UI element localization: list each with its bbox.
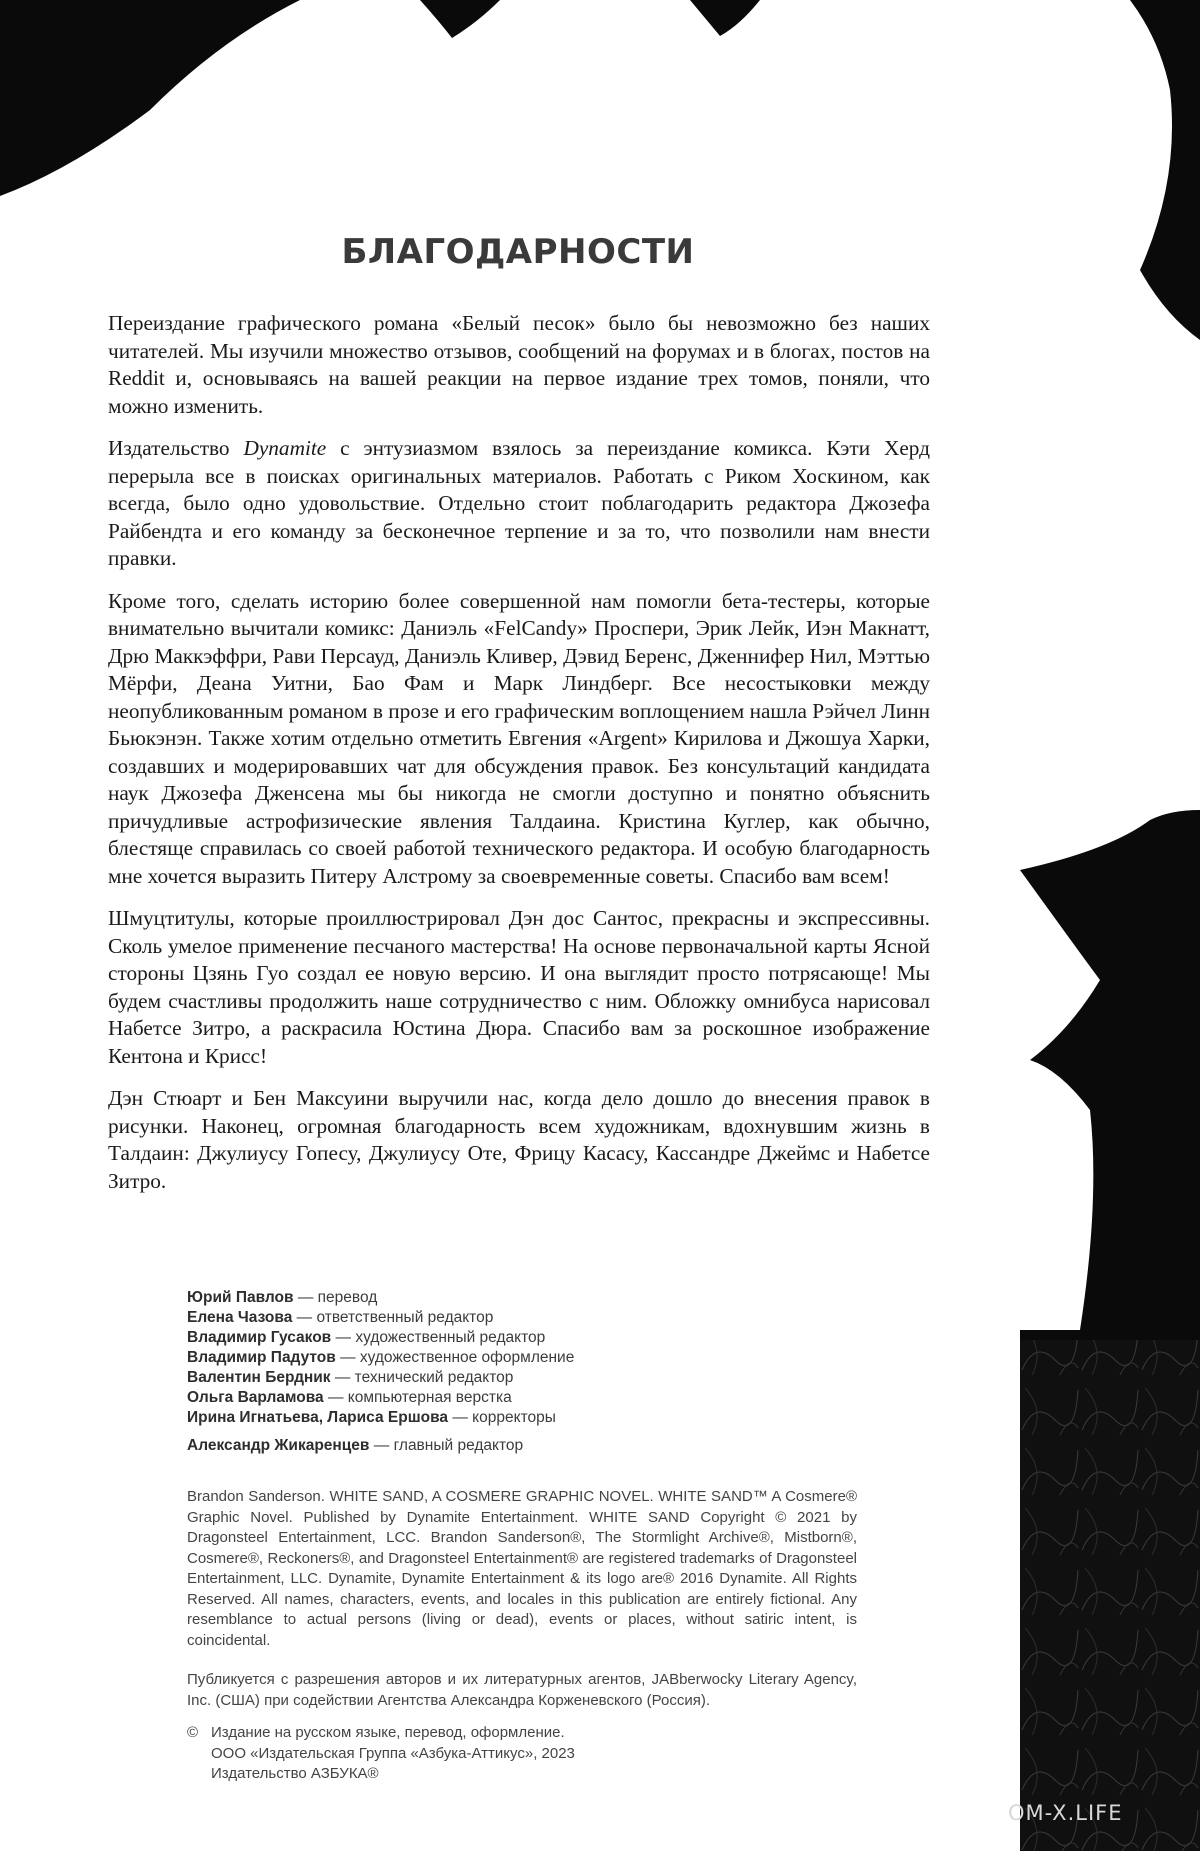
credit-name: Юрий Павлов xyxy=(187,1289,294,1306)
paragraph-2-start: Издательство xyxy=(108,436,244,460)
watermark: OM-X.LIFE xyxy=(1008,1801,1123,1825)
credit-role: — ответственный редактор xyxy=(292,1309,494,1326)
credit-line xyxy=(187,1388,887,1408)
credit-line xyxy=(187,1408,887,1428)
credit-line xyxy=(187,1288,887,1308)
paragraph-3: Кроме того, сделать историю более совершенной нам помогли бета-тестеры, которые внимательно вычитали комикс: Даниэль «FelCandy» Проспери, Эрик Лейк, Иэн Макнатт, Дрю Маккэффри, Рави Персауд, Даниэль Кливер, Дэвид Беренс, Дженнифер Нил, Мэттью Мёрфи, Деана Уитни, Бао Фам и Марк Линдберг. Все несостыковки между неопубликованным романом в прозе и его графическим воплощением нашла Рэйчел Линн Бьюкэнэн. Также хотим отдельно отметить Евгения «Argent» Кирилова и Джошуа Харки, создавших и модерировавших чат для обсуждения правок. Без консультаций кандидата наук Джозефа Дженсена мы бы никогда не смогли доступно и понятно объяснить причудливые астрофизические явления Талдаина. Кристина Куглер, как обычно, блестяще справилась со своей работой технического редактора. И особую благодарность мне хочется выразить Питеру Алстрому за своевременные советы. Спасибо вам всем! xyxy=(108,588,930,888)
credit-line xyxy=(187,1328,887,1348)
credit-name: Александр Жикаренцев xyxy=(187,1437,370,1454)
credit-name: Владимир Гусаков xyxy=(187,1329,332,1346)
rights-line-3: Издательство АЗБУКА® xyxy=(211,1765,379,1782)
credit-role: — художественный редактор xyxy=(331,1329,546,1346)
credit-role: — перевод xyxy=(293,1289,378,1306)
publisher-name: Dynamite xyxy=(243,436,327,460)
credit-name: Ольга Варламова xyxy=(187,1389,324,1406)
credit-role: — художественное оформление xyxy=(335,1349,575,1366)
credit-role: — компьютерная верстка xyxy=(323,1389,512,1406)
credit-name: Ирина Игнатьева, Лариса Ершова xyxy=(187,1409,449,1426)
page-title: БЛАГОДАРНОСТИ xyxy=(341,232,695,272)
credit-line xyxy=(187,1348,887,1368)
copyright-notice: Brandon Sanderson. WHITE SAND, A COSMERE GRAPHIC NOVEL. WHITE SAND™ A Cosmere® Graphic Novel. Published by Dynamite Entertainment. WHITE SAND Copyright © 2021 by Dragonsteel Entertainment, LCC. Brandon Sanderson®, The Stormlight Archive®, Mistborn®, Cosmere®, Reckoners®, and Dragonsteel Entertainment® are registered trademarks of Dragonsteel Entertainment, LLC. Dynamite, Dynamite Entertainment & its logo are® 2016 Dynamite. All Rights Reserved. All names, characters, events, and locales in this publication are entirely fictional. Any resemblance to actual persons (living or dead), events or places, without satiric intent, is coincidental. xyxy=(187,1488,857,1649)
acknowledgments-text xyxy=(108,310,930,1210)
credit-name: Валентин Бердник xyxy=(187,1369,331,1386)
paragraph-2-end: с энтузиазмом взялось за переиздание комикса. Кэти Херд перерыла все в поисках оригинальных материалов. Работать с Риком Хоскином, как всегда, было одно удовольствие. Отдельно стоит поблагодарить редактора Джозефа Райбендта и его команду за бесконечное терпение и за то, что позволили нам внести правки. xyxy=(108,436,930,570)
credit-line xyxy=(187,1308,887,1328)
paragraph-2 xyxy=(108,435,930,573)
rights-block xyxy=(187,1723,857,1785)
credit-name: Владимир Падутов xyxy=(187,1349,336,1366)
credit-role: — технический редактор xyxy=(330,1369,514,1386)
credit-role: — главный редактор xyxy=(369,1437,524,1454)
credit-line xyxy=(187,1436,887,1456)
publication-note: Публикуется с разрешения авторов и их литературных агентов, JABberwocky Literary Agency, Inc. (США) при содействии Агентства Александра Корженевского (Россия). xyxy=(187,1671,857,1709)
paragraph-1: Переиздание графического романа «Белый песок» было бы невозможно без наших читателей. Мы изучили множество отзывов, сообщений на форумах и в блогах, постов на Reddit и, основываясь на вашей реакции на первое издание трех томов, поняли, что можно изменить. xyxy=(108,311,930,418)
copyright-icon: © xyxy=(187,1724,199,1741)
credit-role: — корректоры xyxy=(448,1409,556,1426)
rights-line-2: ООО «Издательская Группа «Азбука-Аттикус», 2023 xyxy=(211,1744,575,1762)
paragraph-5: Дэн Стюарт и Бен Максуини выручили нас, когда дело дошло до внесения правок в рисунки. Наконец, огромная благодарность всем художникам, вдохнувшим жизнь в Талдаин: Джулиусу Гопесу, Джулиусу Оте, Фрицу Касасу, Кассандре Джеймс и Набетсе Зитро. xyxy=(108,1086,930,1193)
credit-line xyxy=(187,1368,887,1388)
paragraph-4: Шмуцтитулы, которые проиллюстрировал Дэн дос Сантос, прекрасны и экспрессивны. Сколь умелое применение песчаного мастерства! На основе первоначальной карты Ясной стороны Цзянь Гуо создал ее новую версию. И она выглядит просто потрясающе! Мы будем счастливы продолжить наше сотрудничество с ним. Обложку омнибуса нарисовал Набетсе Зитро, а раскрасила Юстина Дюра. Спасибо вам за роскошное изображение Кентона и Крисс! xyxy=(108,906,930,1068)
credits-list xyxy=(187,1288,887,1456)
credit-name: Елена Чазова xyxy=(187,1309,293,1326)
rights-line-1: Издание на русском языке, перевод, оформление. xyxy=(211,1724,565,1741)
